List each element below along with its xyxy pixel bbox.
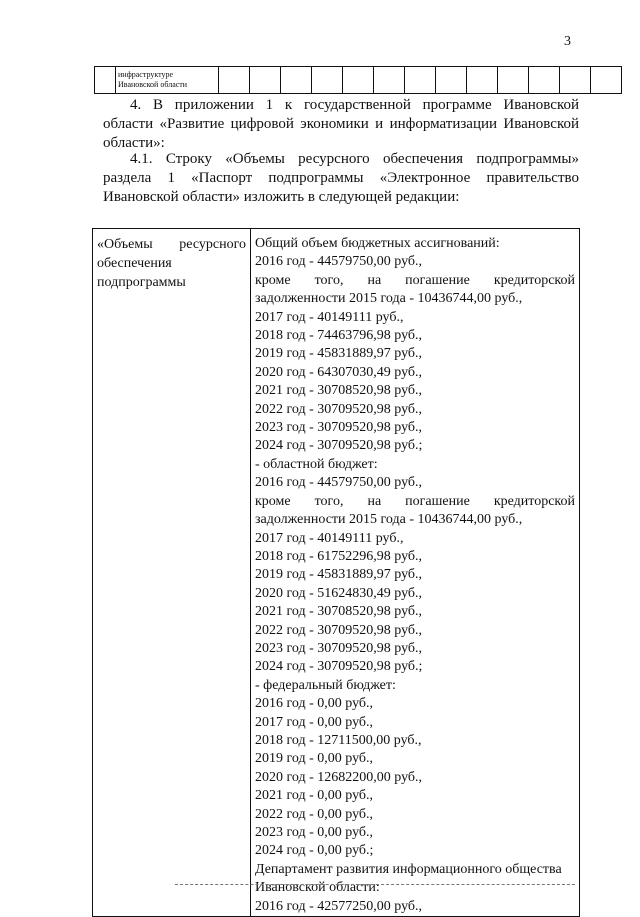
- value-line: 2018 год - 12711500,00 руб.,: [255, 732, 422, 748]
- value-line: 2016 год - 44579750,00 руб.,: [255, 475, 423, 491]
- text-line: раздела 1 «Паспорт подпрограммы «Электронное правительство: [103, 170, 579, 186]
- value-line: задолженности 2015 года - 10436744,00 руб.,: [255, 291, 523, 307]
- value-line: 2023 год - 30709520,98 руб.,: [255, 640, 423, 656]
- value-line: 2024 год - 30709520,98 руб.;: [255, 438, 423, 454]
- value-line: 2023 год - 30709520,98 руб.,: [255, 420, 423, 436]
- table-cell: [560, 67, 591, 94]
- value-line: 2023 год - 0,00 руб.,: [255, 825, 374, 840]
- table-cell: [374, 67, 405, 94]
- value-line: Департамент развития информационного общества: [255, 861, 562, 877]
- value-line: - областной бюджет:: [255, 456, 378, 472]
- value-line: задолженности 2015 года - 10436744,00 руб.,: [255, 512, 523, 528]
- table-row: [95, 67, 622, 94]
- text-line: области»:: [103, 135, 165, 151]
- table-cell: [467, 67, 498, 94]
- resource-table-label-cell: [93, 229, 251, 917]
- table-cell: [281, 67, 312, 94]
- page-number: 3: [564, 34, 571, 49]
- table-cell: [95, 67, 116, 94]
- top-table-fragment: [94, 66, 622, 94]
- value-line: кроме того, на погашение кредиторской: [255, 493, 575, 509]
- table-cell: [219, 67, 250, 94]
- value-line: 2021 год - 0,00 руб.,: [255, 788, 374, 804]
- scan-edge-divider: [175, 884, 575, 885]
- label-line: инфраструктуре: [118, 70, 174, 79]
- value-line: 2016 год - 42577250,00 руб.,: [255, 898, 423, 914]
- value-line: 2020 год - 64307030,49 руб.,: [255, 364, 423, 380]
- label-line: «Объемы ресурсного: [97, 237, 246, 252]
- value-line: 2018 год - 61752296,98 руб.,: [255, 548, 423, 564]
- label-line: Ивановской области: [118, 80, 188, 89]
- text-line: 4. В приложении 1 к государственной программе Ивановской: [130, 97, 579, 113]
- value-line: 2022 год - 30709520,98 руб.,: [255, 622, 423, 638]
- value-line: кроме того, на погашение кредиторской: [255, 272, 575, 288]
- table-cell: [405, 67, 436, 94]
- value-line: 2017 год - 40149111 руб.,: [255, 530, 404, 546]
- table-cell: [529, 67, 560, 94]
- table-cell: [250, 67, 281, 94]
- value-line: 2022 год - 0,00 руб.,: [255, 806, 374, 822]
- table-cell: [343, 67, 374, 94]
- value-line: 2019 год - 45831889,97 руб.,: [255, 567, 423, 583]
- paragraph-4-1: [103, 150, 579, 207]
- resource-table-value-cell: [251, 229, 580, 917]
- table-cell-label: [116, 67, 219, 94]
- text-line: области «Развитие цифровой экономики и информатизации Ивановской: [103, 116, 579, 132]
- value-line: - федеральный бюджет:: [255, 677, 396, 693]
- value-line: 2022 год - 30709520,98 руб.,: [255, 401, 423, 417]
- table-cell: [591, 67, 622, 94]
- value-line: 2024 год - 30709520,98 руб.;: [255, 659, 423, 675]
- value-line: Ивановской области:: [255, 880, 380, 896]
- value-line: 2016 год - 44579750,00 руб.,: [255, 254, 423, 270]
- value-line: Общий объем бюджетных ассигнований:: [255, 236, 500, 251]
- value-line: 2024 год - 0,00 руб.;: [255, 843, 374, 859]
- value-line: 2017 год - 0,00 руб.,: [255, 714, 374, 730]
- resource-table: [92, 228, 580, 917]
- table-cell: [498, 67, 529, 94]
- label-line: подпрограммы: [97, 275, 186, 290]
- table-cell: [312, 67, 343, 94]
- paragraph-4: [103, 96, 579, 153]
- value-line: 2019 год - 45831889,97 руб.,: [255, 346, 423, 362]
- text-line: Ивановской области» изложить в следующей редакции:: [103, 189, 460, 205]
- value-line: 2020 год - 51624830,49 руб.,: [255, 585, 423, 601]
- value-line: 2016 год - 0,00 руб.,: [255, 696, 374, 712]
- label-line: обеспечения: [97, 256, 172, 271]
- value-line: 2021 год - 30708520,98 руб.,: [255, 383, 423, 399]
- value-line: 2018 год - 74463796,98 руб.,: [255, 328, 423, 344]
- value-line: 2021 год - 30708520,98 руб.,: [255, 604, 423, 620]
- value-line: 2017 год - 40149111 руб.,: [255, 309, 404, 325]
- table-cell: [436, 67, 467, 94]
- value-line: 2019 год - 0,00 руб.,: [255, 751, 374, 767]
- value-line: 2020 год - 12682200,00 руб.,: [255, 769, 423, 785]
- text-line: 4.1. Строку «Объемы ресурсного обеспечения подпрограммы»: [130, 151, 579, 167]
- table-row: [93, 229, 580, 917]
